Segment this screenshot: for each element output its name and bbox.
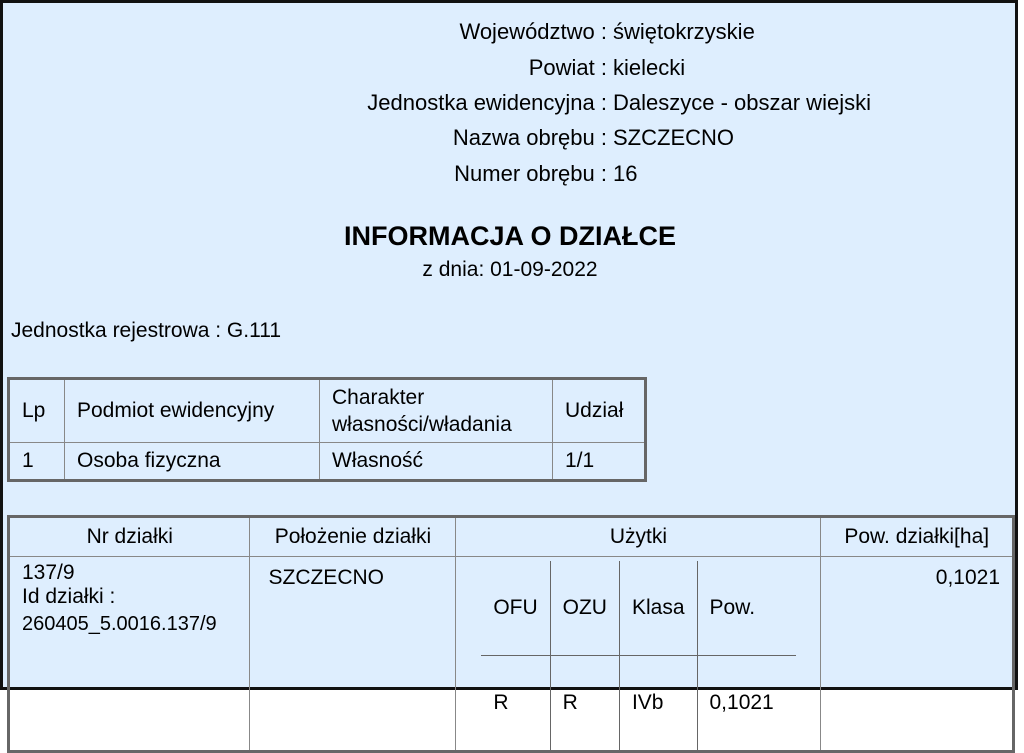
header-use-area: Pow. [697, 561, 796, 656]
land-use-ozu: R [550, 656, 619, 751]
voivodeship-label: Województwo : [459, 19, 607, 44]
document-title: INFORMACJA O DZIAŁCE [344, 221, 676, 251]
table-row [9, 557, 1014, 752]
header-share: Udział [553, 379, 646, 443]
owners-table-header [9, 379, 646, 443]
table-row [9, 443, 646, 481]
header-ofu: OFU [481, 561, 550, 656]
parcel-table-header [9, 517, 1014, 557]
header-parcel-location: Położenie działki [250, 517, 456, 557]
county-label: Powiat : [528, 55, 607, 80]
owner-lp: 1 [9, 443, 65, 481]
precinct-name-value: SZCZECNO [613, 125, 734, 150]
land-use-cell [456, 557, 821, 752]
owner-ownership-type: Własność [320, 443, 553, 481]
header-ownership-type [320, 379, 553, 443]
header-ownership-type-line1: Charakter [332, 386, 425, 409]
owner-subject: Osoba fizyczna [65, 443, 320, 481]
land-use-ofu: R [481, 656, 550, 751]
registration-unit: Jednostka rejestrowa : G.111 [11, 319, 282, 342]
parcel-number-cell [9, 557, 250, 752]
header-parcel-number: Nr działki [9, 517, 250, 557]
land-use-class: IVb [619, 656, 697, 751]
header-parcel-area: Pow. działki[ha] [821, 517, 1014, 557]
header-ownership-type-line2: własności/władania [332, 413, 512, 436]
land-use-header [481, 561, 795, 656]
registry-unit-label: Jednostka ewidencyjna : [367, 90, 607, 115]
header-lp: Lp [9, 379, 65, 443]
header-land-use: Użytki [456, 517, 821, 557]
land-use-area: 0,1021 [709, 691, 774, 714]
parcel-area: 0,1021 [821, 557, 1014, 752]
county-value: kielecki [613, 55, 686, 80]
parcel-number: 137/9 [22, 561, 75, 584]
precinct-name-label: Nazwa obrębu : [452, 125, 607, 150]
table-row [481, 656, 795, 751]
header-class: Klasa [619, 561, 697, 656]
parcel-table [7, 515, 1015, 753]
parcel-id-label: Id działki : [22, 585, 116, 608]
voivodeship-value: świętokrzyskie [613, 19, 755, 44]
owners-table [7, 377, 647, 482]
header-subject: Podmiot ewidencyjny [65, 379, 320, 443]
land-use-table [481, 561, 795, 750]
owner-share: 1/1 [553, 443, 646, 481]
header-ozu: OZU [550, 561, 619, 656]
registry-unit-value: Daleszyce - obszar wiejski [613, 90, 871, 115]
precinct-number-value: 16 [613, 161, 638, 186]
precinct-number-label: Numer obrębu : [454, 161, 607, 186]
parcel-id: 260405_5.0016.137/9 [22, 613, 217, 635]
parcel-location: SZCZECNO [250, 557, 456, 752]
document-date: z dnia: 01-09-2022 [422, 258, 598, 281]
